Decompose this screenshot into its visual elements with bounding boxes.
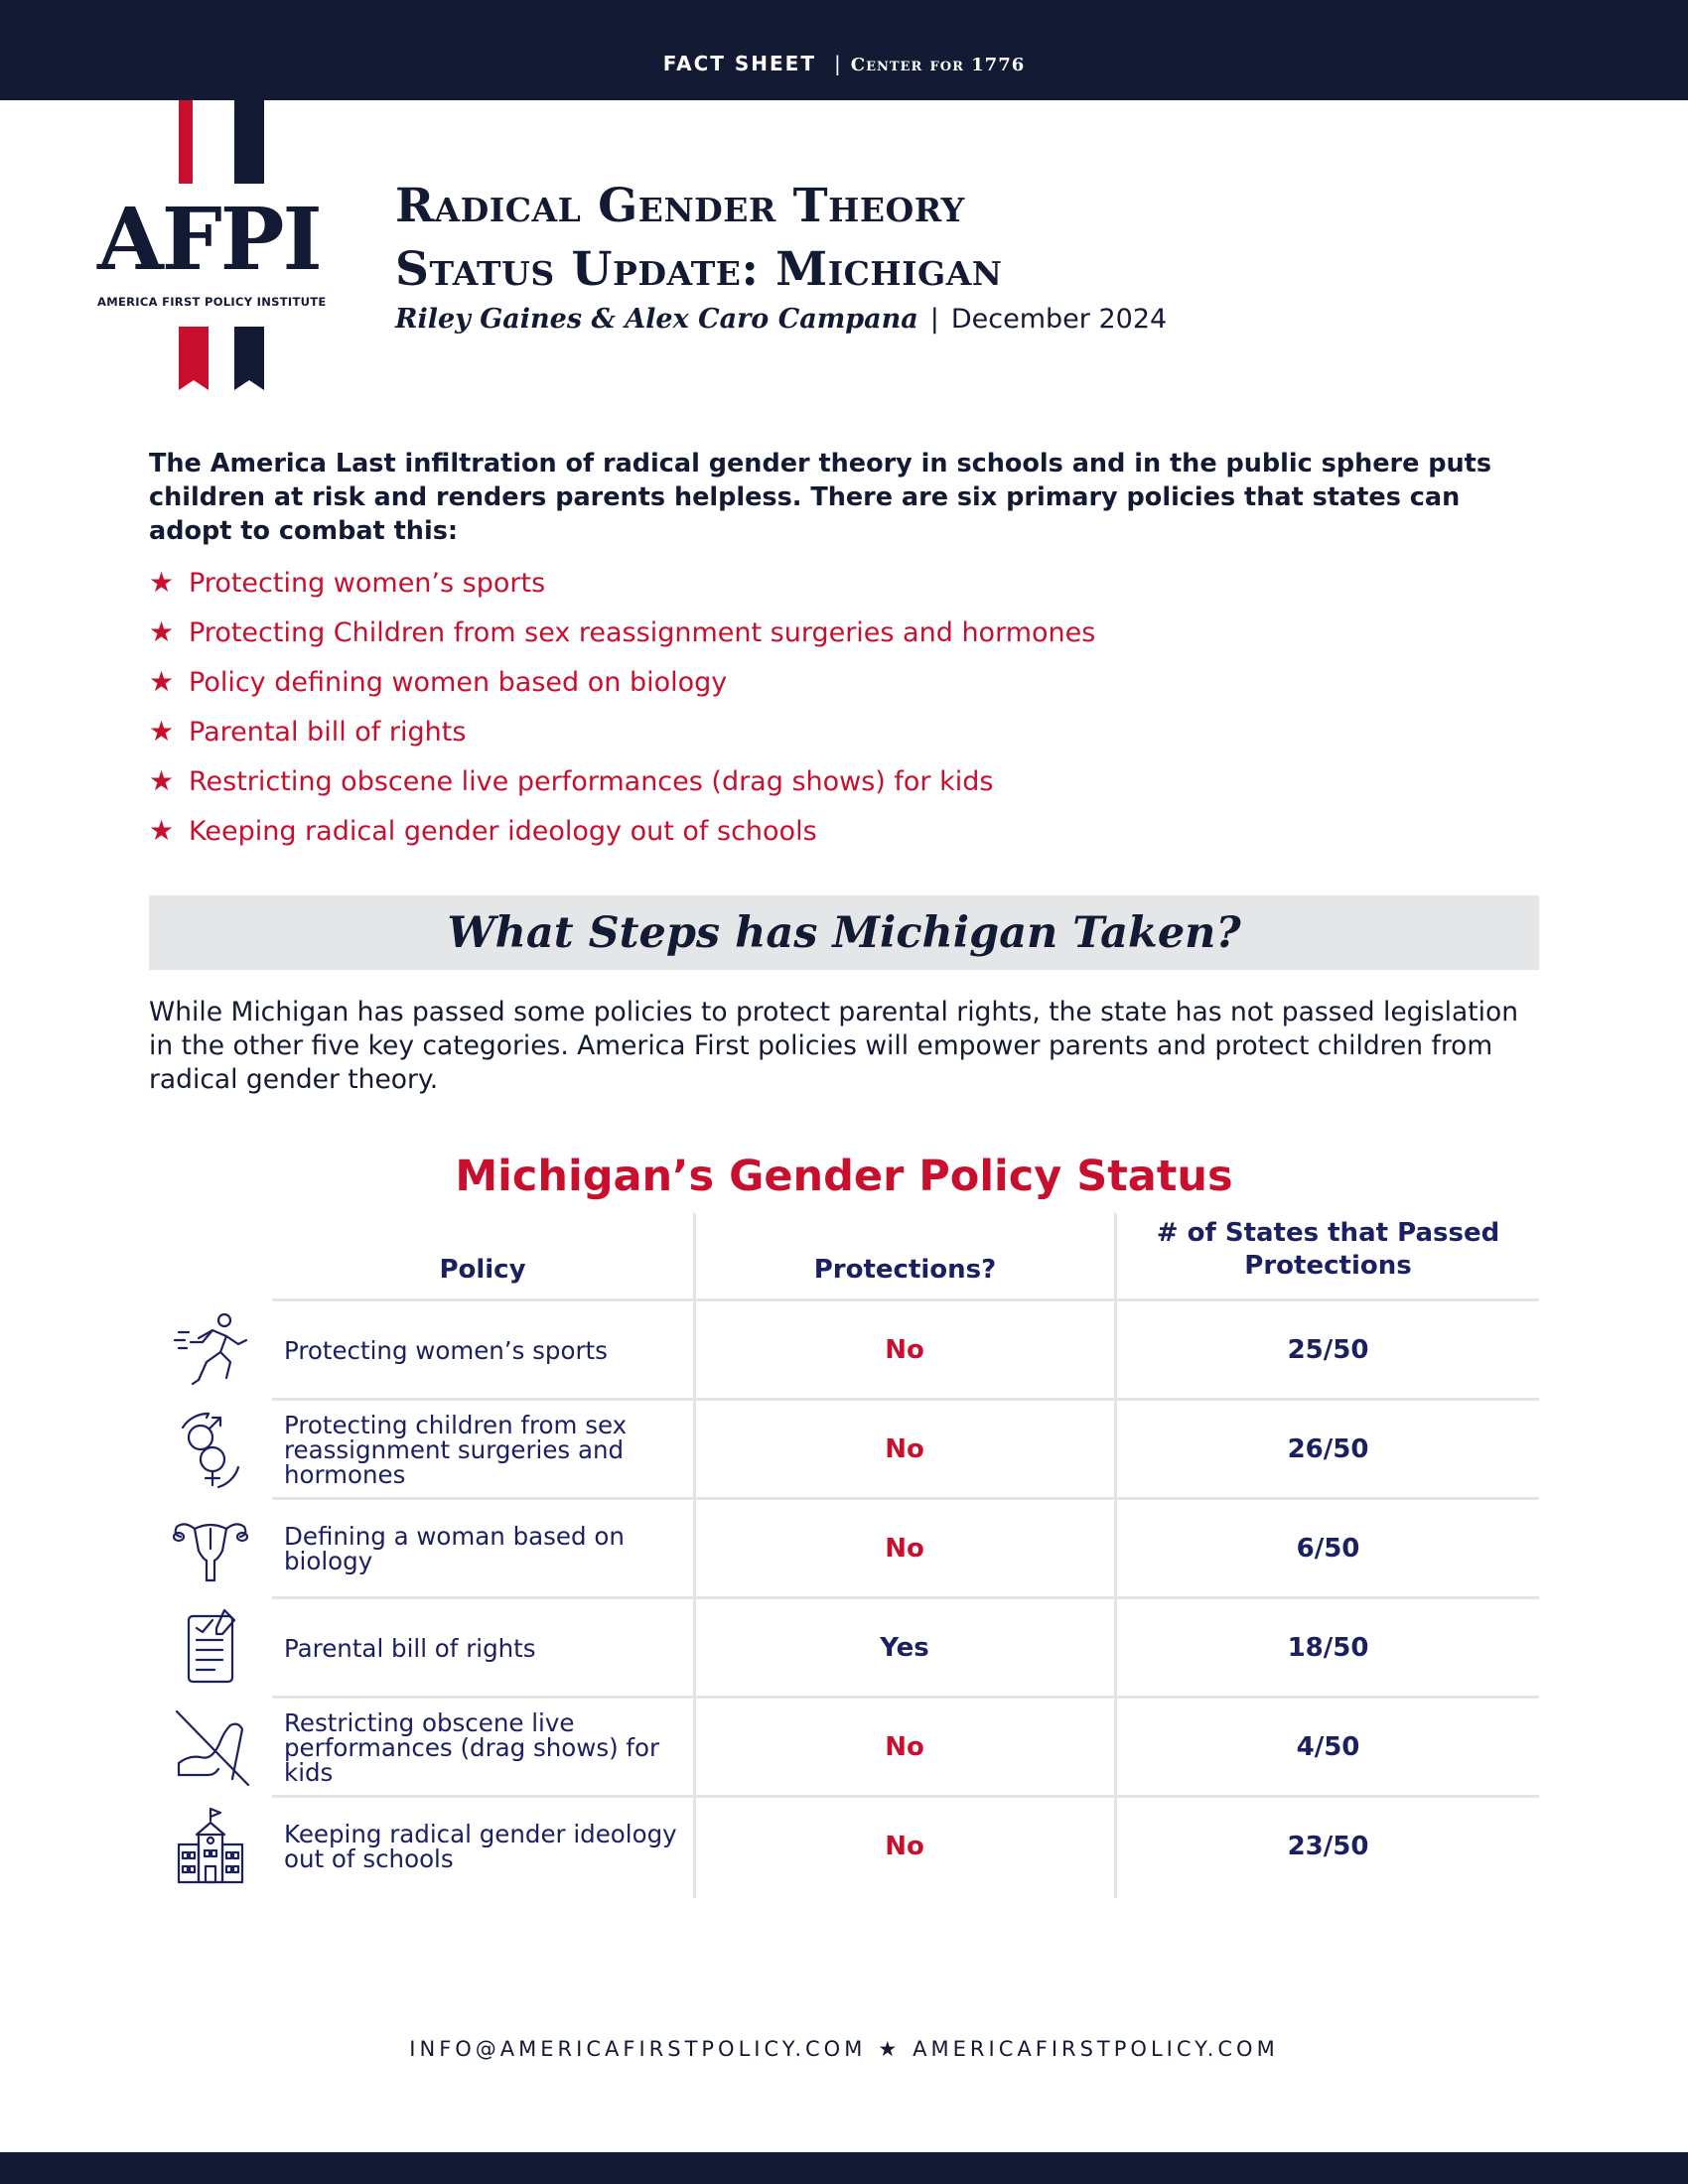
uterus-icon (153, 1507, 268, 1590)
table-row (149, 1598, 1539, 1698)
table-row (149, 1698, 1539, 1797)
policy-item (149, 558, 1095, 608)
protections-cell: No (885, 1732, 924, 1762)
header-states-passed (1117, 1213, 1539, 1300)
bottom-banner (0, 2152, 1688, 2184)
runner-icon (153, 1308, 268, 1392)
intro-paragraph: The America Last infiltration of radical gender theory in schools and in the public sphere puts children at risk and renders parents helpless. There are six primary policies that states can adopt to combat this: (149, 449, 1492, 546)
gender-symbols-icon (153, 1408, 268, 1491)
policy-item (149, 608, 1095, 657)
policy-list (149, 558, 1095, 856)
states-passed-cell: 4/50 (1296, 1732, 1360, 1762)
protections-cell: Yes (880, 1633, 929, 1663)
logo-subtitle: AMERICA FIRST POLICY INSTITUTE (97, 295, 327, 309)
star-icon: ★ (149, 715, 175, 748)
banner-text (0, 52, 1688, 75)
footer-star-icon: ★ (878, 2037, 902, 2061)
page-title (395, 175, 1002, 302)
top-banner (0, 0, 1688, 100)
header-policy: Policy (439, 1255, 526, 1285)
states-passed-cell: 18/50 (1287, 1633, 1369, 1663)
star-icon: ★ (149, 566, 175, 599)
policy-cell: Restricting obscene live performances (drag shows) for kids (284, 1707, 660, 1787)
star-icon: ★ (149, 814, 175, 847)
states-passed-cell: 23/50 (1287, 1832, 1369, 1861)
policy-cell: Protecting children from sex reassignment surgeries and hormones (284, 1410, 628, 1489)
protections-cell: No (885, 1534, 924, 1564)
authors: Riley Gaines & Alex Caro Campana (395, 304, 918, 335)
states-passed-cell: 25/50 (1287, 1335, 1369, 1365)
star-icon: ★ (149, 764, 175, 797)
byline (395, 304, 1167, 335)
section-heading-band (149, 895, 1539, 970)
table-title: Michigan’s Gender Policy Status (455, 1152, 1233, 1201)
schoolhouse-icon (153, 1805, 268, 1888)
states-passed-cell: 6/50 (1296, 1534, 1360, 1564)
policy-item (149, 657, 1095, 707)
policy-item (149, 756, 1095, 806)
policy-item (149, 806, 1095, 856)
title-line-2: Status Update: Michigan (395, 242, 1003, 297)
footer-email-link[interactable]: INFO@AMERICAFIRSTPOLICY.COM (409, 2037, 867, 2061)
policy-cell: Defining a woman based on biology (284, 1522, 625, 1575)
policy-cell: Protecting women’s sports (284, 1335, 608, 1365)
star-icon: ★ (149, 615, 175, 648)
banner-center-name: Center for 1776 (850, 55, 1026, 75)
byline-separator: | (929, 304, 939, 335)
policy-item-text: Restricting obscene live performances (drag shows) for kids (189, 765, 994, 797)
policy-status-table (149, 1213, 1539, 1898)
footer-contact (0, 2037, 1688, 2061)
protections-cell: No (885, 1335, 924, 1365)
section-paragraph: While Michigan has passed some policies to protect parental rights, the state has not passed legislation in the other five key categories. America First policies will empower parents and protect children from radical gender theory. (149, 997, 1519, 1095)
banner-label: FACT SHEET (662, 52, 816, 75)
title-line-1: Radical Gender Theory (395, 179, 965, 233)
header-states-line-2: Protections (1244, 1251, 1412, 1281)
policy-item-text: Protecting women’s sports (189, 567, 546, 599)
section-heading: What Steps has Michigan Taken? (447, 907, 1241, 958)
crossed-heel-icon (153, 1706, 268, 1789)
policy-cell: Parental bill of rights (284, 1633, 536, 1663)
star-icon: ★ (149, 665, 175, 698)
checklist-icon (153, 1606, 268, 1690)
policy-item-text: Parental bill of rights (189, 716, 467, 748)
publication-date: December 2024 (950, 304, 1168, 335)
banner-separator: | (834, 52, 841, 75)
policy-item (149, 707, 1095, 756)
policy-cell: Keeping radical gender ideology out of schools (284, 1820, 677, 1873)
header-states-line-1: # of States that Passed (1156, 1218, 1500, 1248)
policy-item-text: Policy defining women based on biology (189, 666, 728, 698)
table-row (149, 1797, 1539, 1896)
table-row (149, 1400, 1539, 1499)
footer-website-link[interactable]: AMERICAFIRSTPOLICY.COM (913, 2037, 1279, 2061)
header-protections: Protections? (813, 1255, 997, 1285)
states-passed-cell: 26/50 (1287, 1434, 1369, 1464)
afpi-logo (95, 100, 353, 398)
table-row (149, 1499, 1539, 1598)
protections-cell: No (885, 1832, 924, 1861)
table-row (149, 1300, 1539, 1400)
policy-item-text: Keeping radical gender ideology out of schools (189, 815, 817, 847)
policy-item-text: Protecting Children from sex reassignment surgeries and hormones (189, 616, 1096, 648)
protections-cell: No (885, 1434, 924, 1464)
logo-wordmark: AFPI (97, 190, 321, 290)
